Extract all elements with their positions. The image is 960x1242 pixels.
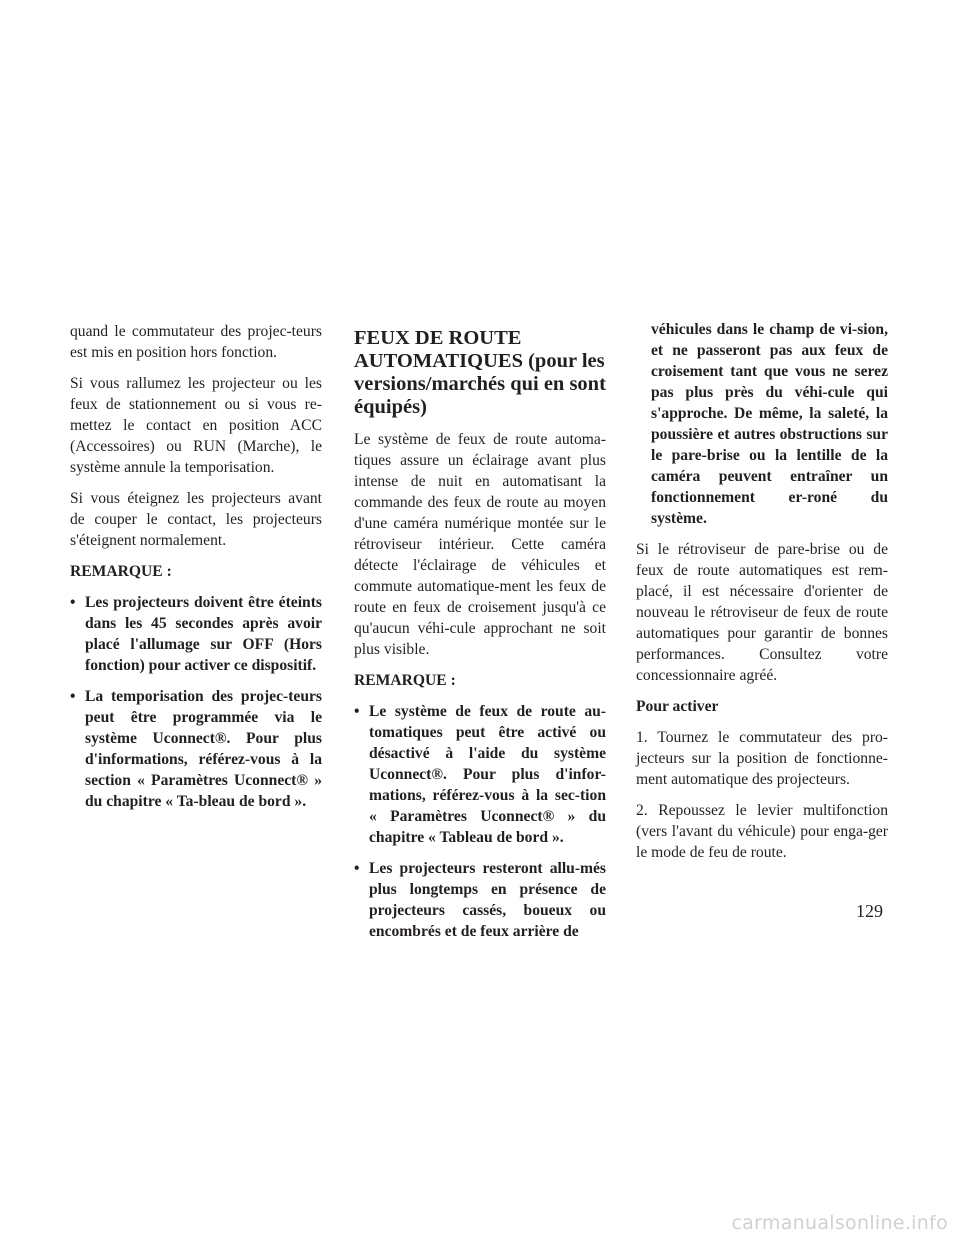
section-heading: FEUX DE ROUTE AUTOMATIQUES (pour les versions/marchés qui en sont équipés)	[354, 327, 606, 418]
bullet-text: Le système de feux de route au-tomatiques peut être activé ou désactivé à l'aide du système Uconnect®. Pour plus d'infor-mations, référez-vous à la sec-tion « Paramètres Uconnect® » du chapitre « Tableau de bord ».	[369, 703, 606, 846]
bullet-icon: •	[70, 688, 76, 705]
right-column	[636, 321, 888, 873]
paragraph: Si vous rallumez les projecteur ou les feux de stationnement ou si vous re-mettez le contact en position ACC (Accessoires) ou RUN (Marche), le système annule la temporisation.	[70, 375, 322, 476]
step: 2. Repoussez le levier multifonction (vers l'avant du véhicule) pour enga-ger le mode de feu de route.	[636, 802, 888, 861]
bullet-icon: •	[354, 703, 360, 720]
bullet-item	[70, 592, 322, 676]
bullet-item	[354, 858, 606, 942]
middle-column	[354, 321, 606, 952]
paragraph: Si vous éteignez les projecteurs avant de couper le contact, les projecteurs s'éteignent normalement.	[70, 490, 322, 549]
bullet-continuation	[636, 319, 888, 529]
watermark: carmanualsonline.info	[731, 1212, 948, 1234]
bullet-item	[354, 701, 606, 848]
paragraph: Le système de feux de route automa-tiques assure un éclairage avant plus intense de nuit en automatisant la commande des feux de route au moyen d'une caméra numérique montée sur le rétroviseur intérieur. Cette caméra détecte l'éclairage de véhicules et commute automatique-ment les feux de route en feux de croisement jusqu'à ce qu'aucun véhi-cule approchant ne soit plus visible.	[354, 431, 606, 658]
bullet-item	[70, 686, 322, 812]
step: 1. Tournez le commutateur des pro-jecteurs sur la position de fonctionne-ment automatique des projecteurs.	[636, 729, 888, 788]
bullet-text: Les projecteurs resteront allu-més plus longtemps en présence de projecteurs cassés, boueux ou encombrés et de feux arrière de	[369, 860, 606, 940]
page-number: 129	[856, 901, 883, 921]
paragraph: quand le commutateur des projec-teurs est mis en position hors fonction.	[70, 323, 322, 361]
subheading: Pour activer	[636, 698, 719, 715]
bullet-icon: •	[354, 860, 360, 877]
bullet-text: La temporisation des projec-teurs peut être programmée via le système Uconnect®. Pour plus d'informations, référez-vous à la section « Paramètres Uconnect® » du chapitre « Ta-bleau de bord ».	[85, 688, 322, 810]
remark-label: REMARQUE :	[354, 672, 456, 689]
bullet-text: véhicules dans le champ de vi-sion, et ne passeront pas aux feux de croisement tant que vous ne serez pas plus près du véhi-cule qui s'approche. De même, la saleté, la poussière et autres obstructions sur le pare-brise ou la lentille de la caméra peuvent entraîner un fonctionnement er-roné du système.	[651, 321, 888, 527]
bullet-text: Les projecteurs doivent être éteints dans les 45 secondes après avoir placé l'allumage sur OFF (Hors fonction) pour activer ce dispositif.	[85, 594, 322, 674]
bullet-icon: •	[70, 594, 76, 611]
left-column	[70, 321, 322, 822]
remark-label: REMARQUE :	[70, 563, 172, 580]
paragraph: Si le rétroviseur de pare-brise ou de feux de route automatiques est rem-placé, il est nécessaire d'orienter de nouveau le rétroviseur de feux de route automatiques pour garantir de bonnes performances. Consultez votre concessionnaire agréé.	[636, 541, 888, 684]
